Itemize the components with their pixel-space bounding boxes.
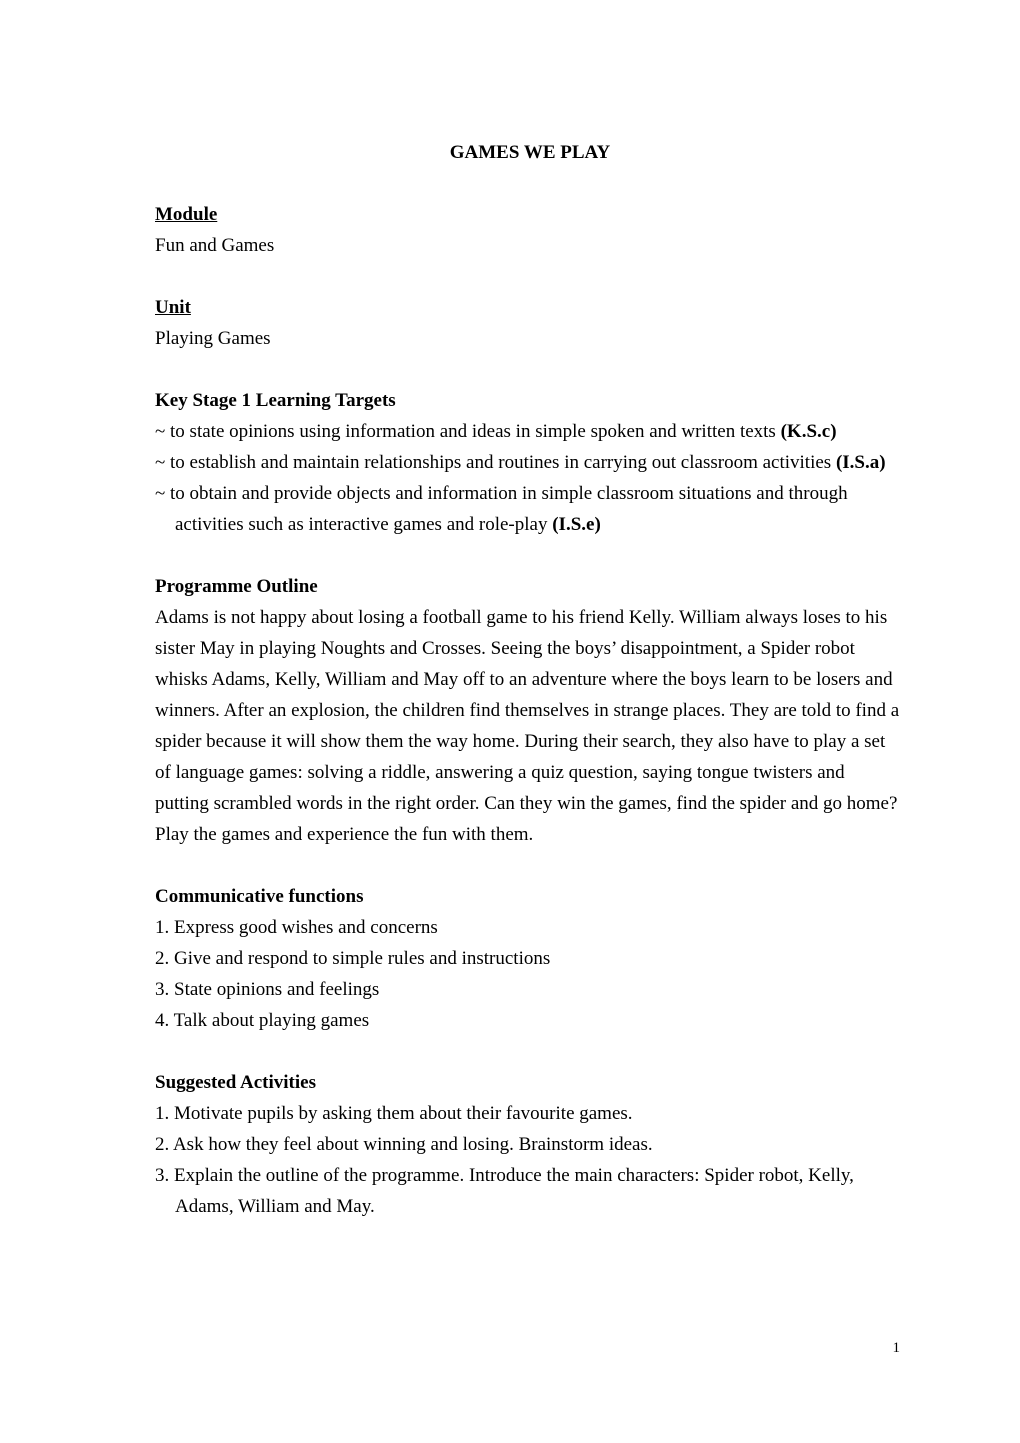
learning-target-code: (I.S.e)	[552, 514, 601, 535]
programme-outline-text: Adams is not happy about losing a football game to his friend Kelly. William always loses to his sister May in playing Noughts and Crosses. Seeing the boys’ disappointment, a Spider robot whisks Adams, Kelly, William and May off to an adventure where the boys learn to be losers and winners. After an explosion, the children find themselves in strange places. They are told to find a spider because it will show them the way home. During their search, they also have to play a set of language games: solving a riddle, answering a quiz question, saying tongue twisters and putting scrambled words in the right order. Can they win the games, find the spider and go home? Play the games and experience the fun with them.	[155, 607, 900, 845]
learning-target-code: (I.S.a)	[835, 452, 886, 473]
learning-target-item	[155, 416, 905, 447]
programme-outline-section	[155, 571, 905, 850]
function-item: 3. State opinions and feelings	[155, 979, 380, 1000]
unit-value: Playing Games	[155, 328, 271, 349]
learning-target-text: ~ to state opinions using information and ideas in simple spoken and written texts	[155, 421, 781, 442]
learning-target-text: ~ to establish and maintain relationships and routines in carrying out classroom activities	[155, 452, 836, 473]
page-number: 1	[892, 1340, 900, 1356]
function-item: 4. Talk about playing games	[155, 1010, 370, 1031]
communicative-functions-heading: Communicative functions	[155, 886, 364, 907]
suggested-activities-section	[155, 1067, 905, 1222]
function-item: 1. Express good wishes and concerns	[155, 917, 438, 938]
activity-item: 2. Ask how they feel about winning and losing. Brainstorm ideas.	[155, 1134, 653, 1155]
suggested-activities-heading: Suggested Activities	[155, 1072, 316, 1093]
programme-outline-heading: Programme Outline	[155, 576, 318, 597]
learning-target-code: (K.S.c)	[780, 421, 837, 442]
document-title: GAMES WE PLAY	[449, 142, 611, 163]
unit-heading: Unit	[155, 297, 191, 318]
module-section	[155, 199, 905, 261]
learning-target-text: ~ to obtain and provide objects and information in simple classroom situations and through activities such as interactive games and role-play	[155, 483, 848, 535]
activity-item: 1. Motivate pupils by asking them about their favourite games.	[155, 1103, 633, 1124]
unit-section	[155, 292, 905, 354]
learning-target-item	[155, 447, 905, 478]
document-page	[155, 137, 905, 1222]
activity-item: 3. Explain the outline of the programme. Introduce the main characters: Spider robot, Kelly, Adams, William and May.	[155, 1165, 854, 1217]
module-heading: Module	[155, 204, 218, 225]
function-item: 2. Give and respond to simple rules and instructions	[155, 948, 551, 969]
communicative-functions-section	[155, 881, 905, 1036]
learning-targets-section	[155, 385, 905, 540]
learning-targets-heading: Key Stage 1 Learning Targets	[155, 390, 396, 411]
module-value: Fun and Games	[155, 235, 275, 256]
learning-target-item	[155, 478, 905, 540]
